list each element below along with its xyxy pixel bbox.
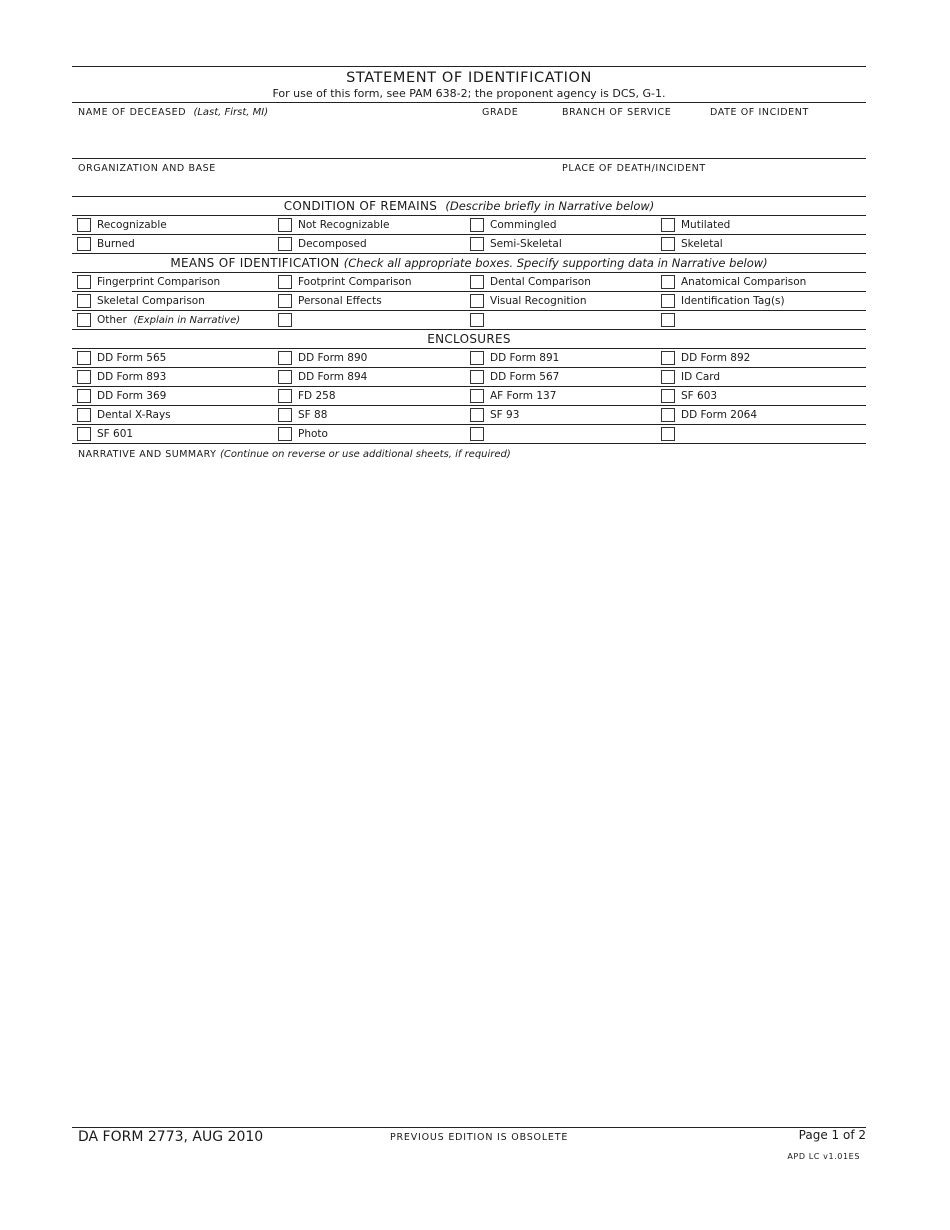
checkbox-option[interactable]: [656, 406, 866, 424]
checkbox-option[interactable]: [72, 273, 273, 291]
organization-label: ORGANIZATION AND BASE: [78, 163, 216, 174]
checkbox[interactable]: [77, 294, 91, 308]
checkbox-option[interactable]: [273, 406, 465, 424]
checkbox-option[interactable]: [656, 292, 866, 310]
condition-row: [72, 234, 866, 253]
name-of-deceased-label: NAME OF DECEASED: [78, 107, 187, 118]
means-row: [72, 272, 866, 291]
checkbox-label: SF 93: [490, 409, 520, 421]
checkbox-option[interactable]: [656, 311, 866, 329]
checkbox-label: Identification Tag(s): [681, 295, 785, 307]
checkbox-option[interactable]: [72, 387, 273, 405]
checkbox-label: Dental X-Rays: [97, 409, 171, 421]
checkbox-label: AF Form 137: [490, 390, 557, 402]
place-of-death-label: PLACE OF DEATH/INCIDENT: [562, 163, 706, 174]
checkbox-option[interactable]: [465, 235, 656, 253]
condition-of-remains-heading: [72, 196, 866, 215]
checkbox-option[interactable]: [72, 292, 273, 310]
checkbox[interactable]: [278, 408, 292, 422]
checkbox-label: DD Form 890: [298, 352, 368, 364]
checkbox-label: Skeletal Comparison: [97, 295, 205, 307]
checkbox-label: [97, 314, 240, 326]
branch-of-service-label: BRANCH OF SERVICE: [562, 107, 672, 118]
deceased-info-row: [72, 102, 866, 158]
checkbox-label: DD Form 565: [97, 352, 167, 364]
checkbox-label: ID Card: [681, 371, 721, 383]
checkbox-option[interactable]: [465, 387, 656, 405]
checkbox[interactable]: [278, 313, 292, 327]
checkbox-option[interactable]: [465, 425, 656, 443]
date-of-incident-field[interactable]: [704, 103, 866, 158]
checkbox[interactable]: [278, 218, 292, 232]
checkbox-option[interactable]: [72, 216, 273, 234]
checkbox[interactable]: [77, 313, 91, 327]
date-of-incident-label: DATE OF INCIDENT: [710, 107, 809, 118]
checkbox-option[interactable]: [273, 216, 465, 234]
checkbox-label: SF 603: [681, 390, 718, 402]
checkbox[interactable]: [77, 370, 91, 384]
checkbox[interactable]: [77, 389, 91, 403]
checkbox-option[interactable]: [72, 235, 273, 253]
checkbox-option[interactable]: [273, 368, 465, 386]
organization-field[interactable]: [72, 159, 556, 196]
checkbox-label: Photo: [298, 428, 328, 440]
checkbox[interactable]: [470, 370, 484, 384]
page-number: Page 1 of 2: [798, 1128, 866, 1142]
organization-row: [72, 158, 866, 196]
checkbox-option[interactable]: [72, 349, 273, 367]
checkbox-option[interactable]: [72, 406, 273, 424]
means-row: [72, 291, 866, 310]
checkbox-option[interactable]: [273, 349, 465, 367]
checkbox[interactable]: [77, 218, 91, 232]
means-row: [72, 310, 866, 329]
checkbox-option[interactable]: [465, 368, 656, 386]
checkbox-option[interactable]: [72, 368, 273, 386]
form-footer: [72, 1127, 866, 1161]
grade-label: GRADE: [482, 107, 519, 118]
enclosure-row: [72, 424, 866, 444]
place-of-death-field[interactable]: [556, 159, 866, 196]
enclosure-row: [72, 348, 866, 367]
checkbox-option[interactable]: [465, 311, 656, 329]
checkbox-label: DD Form 893: [97, 371, 167, 383]
checkbox-option[interactable]: [656, 387, 866, 405]
checkbox-option[interactable]: [656, 368, 866, 386]
checkbox-label: Burned: [97, 238, 135, 250]
checkbox-option[interactable]: [273, 235, 465, 253]
means-of-identification-heading: [72, 253, 866, 272]
other-hint: (Explain in Narrative): [133, 315, 241, 326]
checkbox-option[interactable]: [465, 406, 656, 424]
checkbox-option[interactable]: [656, 349, 866, 367]
checkbox[interactable]: [470, 275, 484, 289]
checkbox[interactable]: [278, 389, 292, 403]
grade-field[interactable]: [476, 103, 556, 158]
checkbox-label: Skeletal: [681, 238, 723, 250]
means-hint: (Check all appropriate boxes. Specify supporting data in Narrative below): [343, 256, 768, 270]
checkbox[interactable]: [470, 408, 484, 422]
checkbox-option[interactable]: [656, 235, 866, 253]
checkbox[interactable]: [470, 351, 484, 365]
narrative-and-summary-field[interactable]: [72, 444, 866, 460]
checkbox-option[interactable]: [465, 273, 656, 291]
checkbox[interactable]: [278, 294, 292, 308]
checkbox[interactable]: [470, 313, 484, 327]
checkbox[interactable]: [661, 351, 675, 365]
enclosures-title: ENCLOSURES: [427, 332, 511, 346]
condition-row: [72, 215, 866, 234]
checkbox-option[interactable]: [656, 216, 866, 234]
checkbox[interactable]: [77, 408, 91, 422]
enclosure-row: [72, 367, 866, 386]
checkbox-label: SF 601: [97, 428, 134, 440]
checkbox[interactable]: [470, 427, 484, 441]
checkbox[interactable]: [77, 351, 91, 365]
checkbox-label: DD Form 369: [97, 390, 167, 402]
checkbox-label: Dental Comparison: [490, 276, 591, 288]
checkbox[interactable]: [278, 351, 292, 365]
checkbox[interactable]: [661, 408, 675, 422]
checkbox[interactable]: [661, 294, 675, 308]
checkbox[interactable]: [661, 313, 675, 327]
identification-form: [72, 66, 866, 460]
enclosure-row: [72, 405, 866, 424]
checkbox[interactable]: [661, 275, 675, 289]
form-number: DA FORM 2773, AUG 2010: [78, 1129, 264, 1145]
checkbox[interactable]: [278, 237, 292, 251]
name-of-deceased-hint: (Last, First, MI): [193, 107, 269, 118]
checkbox[interactable]: [77, 237, 91, 251]
checkbox-label: DD Form 894: [298, 371, 368, 383]
narrative-hint: (Continue on reverse or use additional sheets, if required): [219, 449, 511, 460]
checkbox-option[interactable]: [273, 292, 465, 310]
checkbox-option[interactable]: [72, 425, 273, 443]
checkbox[interactable]: [470, 237, 484, 251]
checkbox[interactable]: [661, 427, 675, 441]
checkbox[interactable]: [77, 275, 91, 289]
checkbox[interactable]: [661, 389, 675, 403]
checkbox-option[interactable]: [465, 349, 656, 367]
checkbox[interactable]: [661, 218, 675, 232]
form-subtitle: For use of this form, see PAM 638-2; the proponent agency is DCS, G-1.: [272, 87, 666, 100]
checkbox-label: FD 258: [298, 390, 336, 402]
checkbox-label: DD Form 2064: [681, 409, 758, 421]
checkbox-label: Commingled: [490, 219, 557, 231]
name-of-deceased-field[interactable]: [72, 103, 476, 158]
form-title: STATEMENT OF IDENTIFICATION: [346, 70, 592, 86]
narrative-label: NARRATIVE AND SUMMARY: [78, 449, 217, 460]
checkbox-label: Anatomical Comparison: [681, 276, 807, 288]
checkbox-label: Footprint Comparison: [298, 276, 412, 288]
checkbox-option[interactable]: [273, 387, 465, 405]
checkbox-option[interactable]: [273, 425, 465, 443]
checkbox-option[interactable]: [273, 311, 465, 329]
top-rule: [72, 66, 866, 67]
checkbox-option[interactable]: [656, 273, 866, 291]
checkbox-label: Decomposed: [298, 238, 367, 250]
checkbox-label: Recognizable: [97, 219, 167, 231]
checkbox[interactable]: [278, 370, 292, 384]
checkbox-label: Visual Recognition: [490, 295, 587, 307]
checkbox[interactable]: [470, 218, 484, 232]
enclosure-row: [72, 386, 866, 405]
checkbox-label: DD Form 892: [681, 352, 751, 364]
branch-of-service-field[interactable]: [556, 103, 704, 158]
means-title: MEANS OF IDENTIFICATION: [170, 256, 340, 270]
checkbox-label: SF 88: [298, 409, 328, 421]
checkbox[interactable]: [470, 389, 484, 403]
checkbox-option[interactable]: [273, 273, 465, 291]
checkbox[interactable]: [661, 237, 675, 251]
checkbox-label: Mutilated: [681, 219, 731, 231]
checkbox[interactable]: [77, 427, 91, 441]
checkbox-label: Personal Effects: [298, 295, 382, 307]
apd-version: APD LC v1.01ES: [787, 1152, 860, 1161]
checkbox-option-other[interactable]: [72, 311, 273, 329]
enclosures-heading: [72, 329, 866, 348]
checkbox-label: Semi-Skeletal: [490, 238, 562, 250]
checkbox-option[interactable]: [465, 292, 656, 310]
checkbox[interactable]: [661, 370, 675, 384]
previous-edition-note: PREVIOUS EDITION IS OBSOLETE: [390, 1132, 569, 1143]
other-label: Other: [97, 314, 127, 326]
checkbox-label: Not Recognizable: [298, 219, 390, 231]
checkbox-label: Fingerprint Comparison: [97, 276, 221, 288]
checkbox-label: DD Form 567: [490, 371, 560, 383]
checkbox-label: DD Form 891: [490, 352, 560, 364]
checkbox[interactable]: [278, 427, 292, 441]
condition-hint: (Describe briefly in Narrative below): [445, 199, 655, 213]
checkbox-option[interactable]: [656, 425, 866, 443]
condition-title: CONDITION OF REMAINS: [283, 199, 438, 213]
checkbox[interactable]: [278, 275, 292, 289]
checkbox[interactable]: [470, 294, 484, 308]
checkbox-option[interactable]: [465, 216, 656, 234]
